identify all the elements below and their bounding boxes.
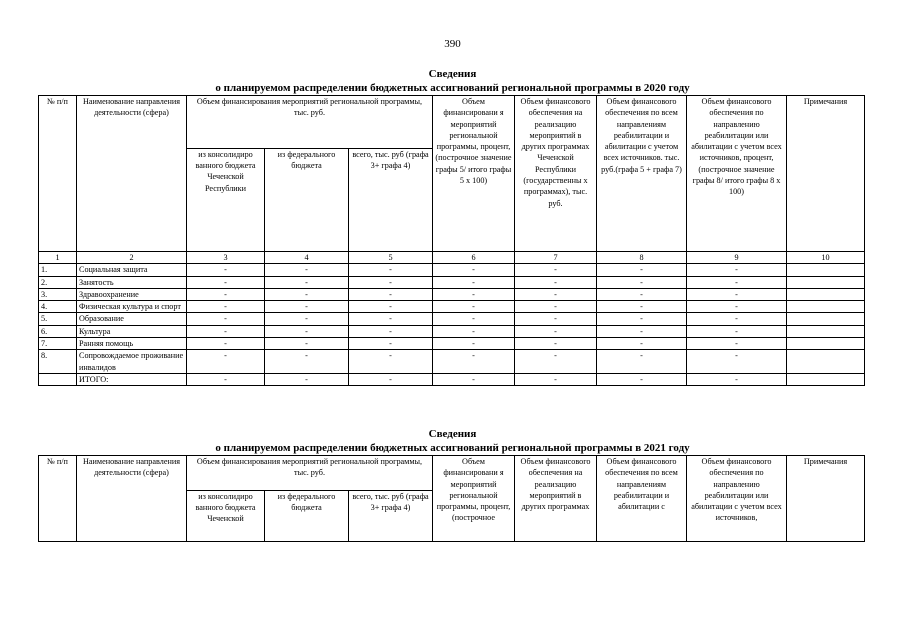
row-value: - (187, 350, 265, 374)
row-value (787, 276, 865, 288)
row-value: - (597, 264, 687, 276)
row-number: 5. (39, 313, 77, 325)
row-name: Социальная защита (77, 264, 187, 276)
section2-title: Сведения (428, 428, 477, 440)
row-value: - (433, 313, 515, 325)
header-col8: Объем финансового обеспечения по всем направлениям реабилитации и абилитации с (597, 456, 687, 542)
row-value: - (187, 288, 265, 300)
header-total: всего, тыс. руб (графа 3+ графа 4) (349, 490, 433, 541)
row-value: - (349, 373, 433, 385)
table-row (39, 301, 865, 313)
col-number: 7 (515, 252, 597, 264)
row-value: - (687, 276, 787, 288)
row-value: - (515, 350, 597, 374)
row-value: - (187, 338, 265, 350)
row-value (787, 301, 865, 313)
row-value: - (265, 350, 349, 374)
table-row (39, 325, 865, 337)
header-funding-group: Объем финансирования мероприятий региональной программы, тыс. руб. (187, 96, 433, 149)
row-value: - (187, 313, 265, 325)
row-number: 1. (39, 264, 77, 276)
row-name: Культура (77, 325, 187, 337)
header-col9: Объем финансового обеспечения по направлению реабилитации или абилитации с учетом всех источников, процент, (построчное значение графы 8/ итого графы 8 х 100) (687, 96, 787, 252)
row-value: - (349, 350, 433, 374)
header-funding-group: Объем финансирования мероприятий региональной программы, тыс. руб. (187, 456, 433, 491)
header-col7: Объем финансового обеспечения на реализацию мероприятий в других программах (515, 456, 597, 542)
table-row (39, 276, 865, 288)
row-value: - (597, 325, 687, 337)
row-name: ИТОГО: (77, 373, 187, 385)
header-consolidated: из консолидиро ванного бюджета Чеченской (187, 490, 265, 541)
budget-table-2020 (38, 95, 865, 386)
table-row (39, 264, 865, 276)
row-number: 4. (39, 301, 77, 313)
header-col7: Объем финансового обеспечения на реализацию мероприятий в других программах Чеченской Республики (государственны х программах), тыс. руб. (515, 96, 597, 252)
row-value: - (349, 313, 433, 325)
row-name: Здравоохранение (77, 288, 187, 300)
row-value: - (597, 338, 687, 350)
row-name: Образование (77, 313, 187, 325)
row-value: - (265, 313, 349, 325)
row-value: - (515, 276, 597, 288)
row-value: - (433, 264, 515, 276)
col-number: 2 (77, 252, 187, 264)
header-col9: Объем финансового обеспечения по направлению реабилитации или абилитации с учетом всех источников, (687, 456, 787, 542)
table-row (39, 350, 865, 374)
row-value (787, 325, 865, 337)
col-number: 9 (687, 252, 787, 264)
header-name: Наименование направления деятельности (сфера) (77, 96, 187, 252)
row-name: Физическая культура и спорт (77, 301, 187, 313)
page-number: 390 (444, 38, 461, 50)
row-value: - (349, 338, 433, 350)
row-value: - (349, 264, 433, 276)
header-col6: Объем финансировани я мероприятий региональной программы, процент, (построчное значение графы 5/ итого графы 5 х 100) (433, 96, 515, 252)
row-value: - (515, 264, 597, 276)
table-row (39, 313, 865, 325)
row-number (39, 373, 77, 385)
header-name: Наименование направления деятельности (сфера) (77, 456, 187, 542)
row-value (787, 373, 865, 385)
section1-subtitle: о планируемом распределении бюджетных ассигнований региональной программы в 2020 году (215, 82, 690, 94)
row-value: - (349, 276, 433, 288)
header-col6: Объем финансировани я мероприятий региональной программы, процент, (построчное (433, 456, 515, 542)
row-name: Сопровождаемое проживание инвалидов (77, 350, 187, 374)
table-row (39, 373, 865, 385)
header-num: № п/п (39, 456, 77, 542)
row-value: - (433, 373, 515, 385)
table-body-2020 (39, 264, 865, 386)
row-value: - (265, 325, 349, 337)
row-number: 6. (39, 325, 77, 337)
row-value: - (349, 301, 433, 313)
row-value: - (187, 373, 265, 385)
header-col10: Примечания (787, 456, 865, 542)
row-value (787, 288, 865, 300)
header-consolidated: из консолидиро ванного бюджета Чеченской Республики (187, 148, 265, 251)
row-value: - (597, 276, 687, 288)
row-value: - (597, 350, 687, 374)
row-value (787, 313, 865, 325)
row-value: - (265, 373, 349, 385)
section2-subtitle: о планируемом распределении бюджетных ассигнований региональной программы в 2021 году (215, 442, 690, 454)
row-value: - (433, 325, 515, 337)
table-row (39, 338, 865, 350)
row-value: - (187, 301, 265, 313)
budget-table-2021 (38, 455, 865, 542)
row-value: - (187, 276, 265, 288)
row-number: 8. (39, 350, 77, 374)
row-value: - (265, 264, 349, 276)
row-value: - (265, 301, 349, 313)
row-value: - (687, 288, 787, 300)
row-value: - (433, 338, 515, 350)
row-value: - (515, 338, 597, 350)
col-number: 4 (265, 252, 349, 264)
row-value: - (187, 264, 265, 276)
column-number-row (39, 252, 865, 264)
row-value: - (433, 301, 515, 313)
row-name: Занятость (77, 276, 187, 288)
row-value: - (597, 288, 687, 300)
row-value: - (187, 325, 265, 337)
row-value (787, 338, 865, 350)
row-value: - (433, 288, 515, 300)
row-value: - (265, 288, 349, 300)
row-value: - (433, 276, 515, 288)
row-number: 3. (39, 288, 77, 300)
row-value (787, 350, 865, 374)
row-value: - (687, 373, 787, 385)
row-value: - (687, 325, 787, 337)
row-value: - (265, 338, 349, 350)
row-number: 2. (39, 276, 77, 288)
row-value: - (687, 350, 787, 374)
col-number: 6 (433, 252, 515, 264)
row-value: - (687, 338, 787, 350)
header-num: № п/п (39, 96, 77, 252)
col-number: 8 (597, 252, 687, 264)
row-value: - (349, 288, 433, 300)
header-federal: из федерального бюджета (265, 148, 349, 251)
row-value: - (597, 313, 687, 325)
col-number: 5 (349, 252, 433, 264)
header-federal: из федерального бюджета (265, 490, 349, 541)
row-value: - (687, 264, 787, 276)
col-number: 10 (787, 252, 865, 264)
header-col8: Объем финансового обеспечения по всем направлениям реабилитации и абилитации с учетом всех источников. тыс. руб.(графа 5 + графа 7) (597, 96, 687, 252)
row-value (787, 264, 865, 276)
row-value: - (515, 325, 597, 337)
row-value: - (349, 325, 433, 337)
row-value: - (597, 301, 687, 313)
col-number: 1 (39, 252, 77, 264)
table-row (39, 288, 865, 300)
section1-title: Сведения (428, 68, 477, 80)
row-value: - (515, 373, 597, 385)
row-value: - (687, 301, 787, 313)
row-value: - (515, 288, 597, 300)
row-value: - (515, 313, 597, 325)
header-total: всего, тыс. руб (графа 3+ графа 4) (349, 148, 433, 251)
row-name: Ранняя помощь (77, 338, 187, 350)
row-value: - (433, 350, 515, 374)
row-value: - (265, 276, 349, 288)
row-value: - (597, 373, 687, 385)
row-value: - (687, 313, 787, 325)
header-col10: Примечания (787, 96, 865, 252)
row-value: - (515, 301, 597, 313)
row-number: 7. (39, 338, 77, 350)
col-number: 3 (187, 252, 265, 264)
